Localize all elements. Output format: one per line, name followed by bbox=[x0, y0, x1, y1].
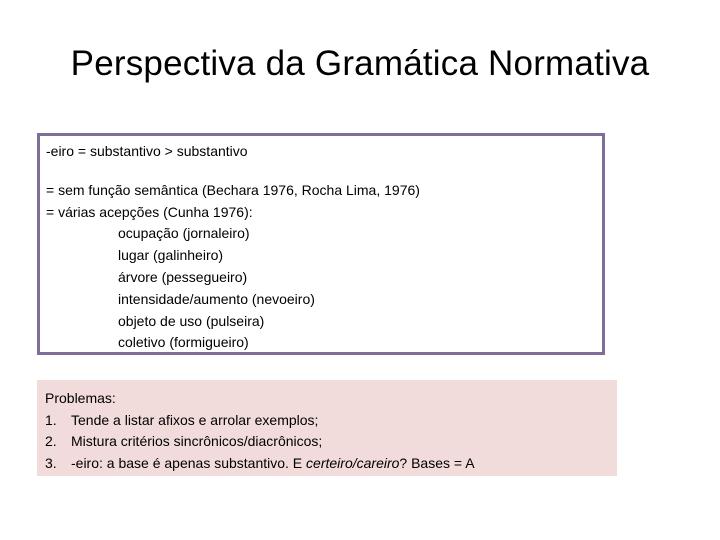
spacer bbox=[46, 163, 596, 180]
sense-item: ocupação (jornaleiro) bbox=[118, 225, 250, 242]
sense-item: intensidade/aumento (nevoeiro) bbox=[118, 290, 315, 307]
problem-text: -eiro: a base é apenas substantivo. E bbox=[71, 454, 307, 471]
definition-heading: -eiro = substantivo > substantivo bbox=[46, 143, 248, 159]
problem-italic-text: certeiro/careiro bbox=[306, 454, 400, 471]
problem-text: Tende a listar afixos e arrolar exemplos; bbox=[71, 411, 319, 428]
sense-item: objeto de uso (pulseira) bbox=[118, 312, 265, 329]
problem-text: Mistura critérios sincrônicos/diacrônicos; bbox=[71, 433, 323, 449]
problem-number: 3. bbox=[45, 454, 57, 471]
problem-number: 1. bbox=[45, 411, 57, 428]
problem-item bbox=[45, 431, 609, 453]
sense-item: coletivo (formigueiro) bbox=[118, 334, 249, 351]
problem-item bbox=[45, 453, 609, 475]
sense-item: lugar (galinheiro) bbox=[118, 247, 224, 264]
slide-title: Perspectiva da Gramática Normativa bbox=[70, 44, 650, 83]
definition-box bbox=[37, 133, 605, 355]
problem-text-end: ? Bases = A bbox=[399, 454, 475, 471]
problem-item bbox=[45, 410, 609, 432]
problems-box bbox=[37, 380, 617, 476]
sense-item: árvore (pessegueiro) bbox=[118, 268, 248, 285]
problems-heading: Problemas: bbox=[45, 390, 116, 406]
senses-line: = várias acepções (Cunha 1976): bbox=[46, 203, 253, 220]
problem-number: 2. bbox=[45, 433, 57, 449]
semantic-function-line: = sem função semântica (Bechara 1976, Rocha Lima, 1976) bbox=[46, 181, 420, 198]
